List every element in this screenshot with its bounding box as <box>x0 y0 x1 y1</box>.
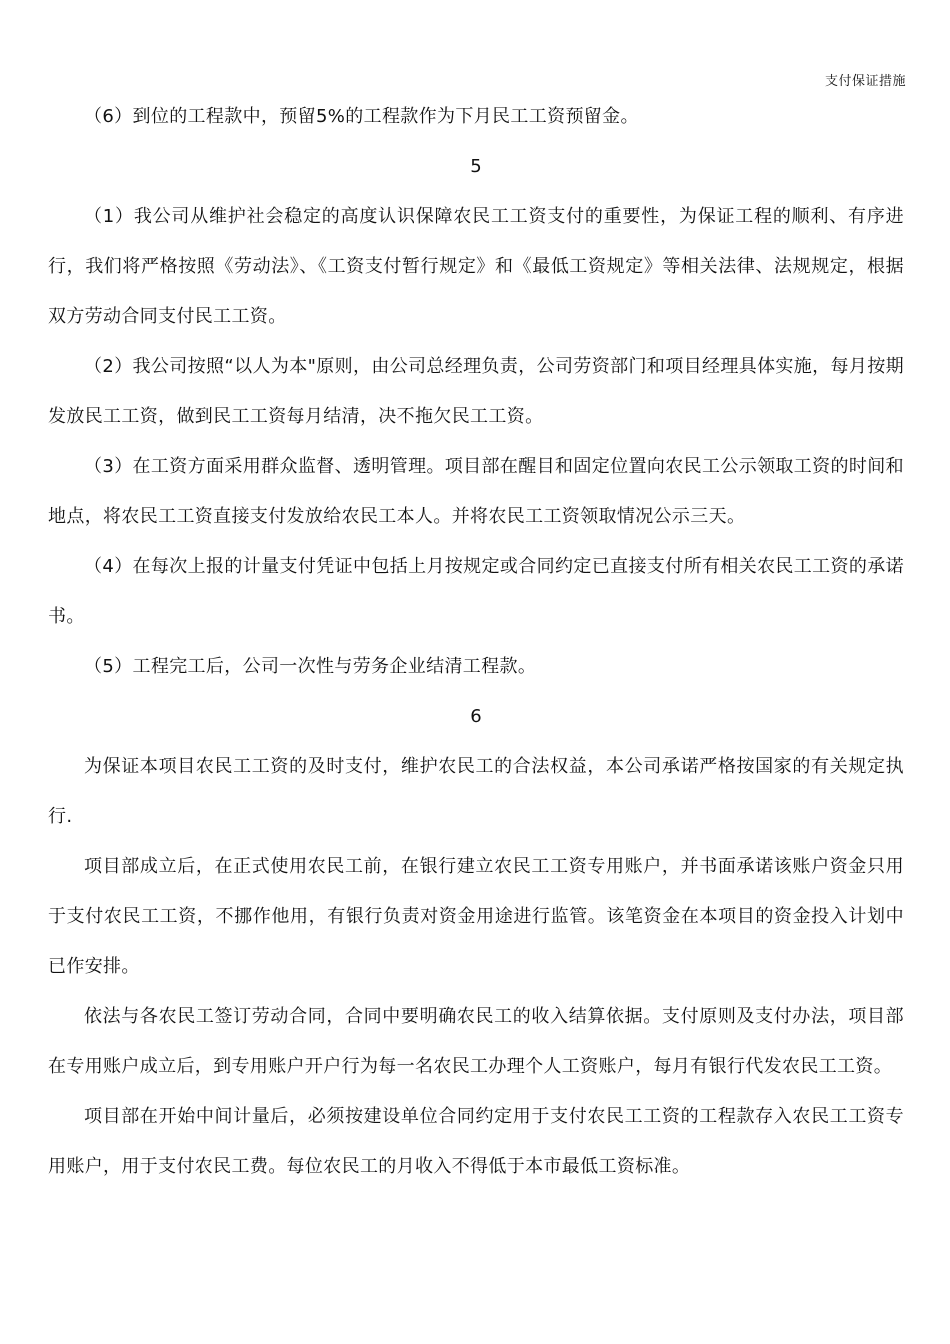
paragraph-1-legal-basis: （1）我公司从维护社会稳定的高度认识保障农民工工资支付的重要性，为保证工程的顺利、有序进行，我们将严格按照《劳动法》、《工资支付暂行规定》和《最低工资规定》等相关法律、法规规定，根据双方劳动合同支付民工工资。 <box>48 206 904 327</box>
paragraph-2-people-first: （2）我公司按照“以人为本"原则，由公司总经理负责，公司劳资部门和项目经理具体实施，每月按期发放民工工资，做到民工工资每月结清，决不拖欠民工工资。 <box>48 356 904 427</box>
page-header-title: 支付保证措施 <box>824 74 906 89</box>
paragraph-4-commitment: （4）在每次上报的计量支付凭证中包括上月按规定或合同约定已直接支付所有相关农民工工资的承诺书。 <box>48 556 904 627</box>
paragraph-3-supervision: （3）在工资方面采用群众监督、透明管理。项目部在醒目和固定位置向农民工公示领取工资的时间和地点，将农民工工资直接支付发放给农民工本人。并将农民工工资领取情况公示三天。 <box>48 456 904 527</box>
section-number-6: 6 <box>470 706 482 727</box>
paragraph-timely-payment: 为保证本项目农民工工资的及时支付，维护农民工的合法权益，本公司承诺严格按国家的有关规定执行. <box>48 756 904 827</box>
section-number-5: 5 <box>470 156 482 177</box>
paragraph-special-account: 项目部成立后，在正式使用农民工前，在银行建立农民工工资专用账户，并书面承诺该账户资金只用于支付农民工工资，不挪作他用，有银行负责对资金用途进行监管。该笔资金在本项目的资金投入计划中已作安排。 <box>48 856 904 977</box>
document-body <box>48 92 904 1192</box>
paragraph-6-reserve: （6）到位的工程款中，预留5%的工程款作为下月民工工资预留金。 <box>84 106 639 127</box>
paragraph-labor-contract: 依法与各农民工签订劳动合同，合同中要明确农民工的收入结算依据。支付原则及支付办法，项目部在专用账户成立后，到专用账户开户行为每一名农民工办理个人工资账户，每月有银行代发农民工工资。 <box>48 1006 904 1077</box>
paragraph-interim-measurement: 项目部在开始中间计量后，必须按建设单位合同约定用于支付农民工工资的工程款存入农民工工资专用账户，用于支付农民工费。每位农民工的月收入不得低于本市最低工资标准。 <box>48 1106 904 1177</box>
paragraph-5-settlement: （5）工程完工后，公司一次性与劳务企业结清工程款。 <box>84 656 537 677</box>
